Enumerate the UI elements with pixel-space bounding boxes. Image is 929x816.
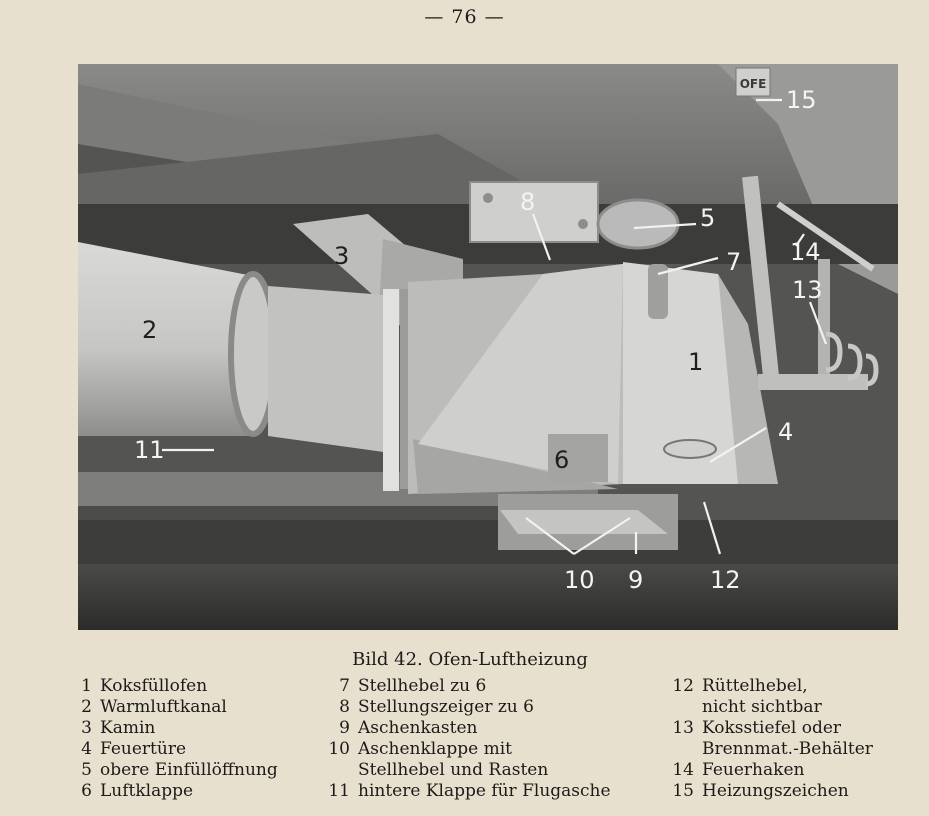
- legend-text: Luftklappe: [100, 781, 194, 801]
- legend-number: 2: [81, 697, 92, 717]
- legend-item: [322, 739, 611, 760]
- legend-number: 15: [672, 781, 694, 801]
- callout-9: 9: [628, 566, 644, 594]
- heating-sign-text: OFE: [739, 77, 767, 91]
- legend-text: Warmluftkanal: [100, 697, 227, 717]
- figure-caption: Bild 42. Ofen-Luftheizung: [352, 649, 588, 670]
- heater-photograph: [78, 64, 898, 630]
- page-number: — 76 —: [424, 6, 505, 28]
- legend-item: [668, 718, 873, 739]
- callout-6: 6: [554, 446, 570, 474]
- legend-item: [668, 697, 873, 718]
- callout-1: 1: [688, 348, 704, 376]
- legend-text: Feuertüre: [100, 739, 187, 759]
- legend-item: [668, 739, 873, 760]
- callout-3: 3: [334, 242, 350, 270]
- legend-number: [322, 760, 358, 781]
- legend-item: [668, 760, 873, 781]
- legend-text: Stellhebel zu 6: [358, 676, 487, 696]
- legend-text: Brennmat.-Behälter: [702, 739, 873, 759]
- legend-text: Heizungszeichen: [702, 781, 849, 801]
- heater-illustration: [78, 64, 898, 630]
- legend-number: 11: [328, 781, 350, 801]
- callout-14: 14: [790, 238, 821, 266]
- legend-item: [322, 760, 611, 781]
- legend-item: [668, 781, 873, 802]
- legend-item: [322, 697, 611, 718]
- legend-text: Koksfüllofen: [100, 676, 208, 696]
- legend-number: 3: [81, 718, 92, 738]
- legend-text: Stellungszeiger zu 6: [358, 697, 534, 717]
- legend-item: [76, 676, 278, 697]
- legend-item: [322, 676, 611, 697]
- legend-number: 10: [328, 739, 350, 759]
- legend-number: [668, 739, 702, 760]
- legend-number: [668, 697, 702, 718]
- legend-item: [76, 760, 278, 781]
- callout-12: 12: [710, 566, 741, 594]
- legend-column-2: [322, 676, 611, 802]
- legend-item: [322, 718, 611, 739]
- legend-number: 7: [339, 676, 350, 696]
- legend-text: obere Einfüllöffnung: [100, 760, 278, 780]
- legend-column-3: [668, 676, 873, 802]
- legend-item: [76, 718, 278, 739]
- legend-text: Stellhebel und Rasten: [358, 760, 549, 780]
- legend-text: Kamin: [100, 718, 156, 738]
- callout-13: 13: [792, 276, 823, 304]
- legend-text: Aschenkasten: [358, 718, 478, 738]
- legend-item: [76, 781, 278, 802]
- callout-7: 7: [726, 248, 742, 276]
- legend-text: Koksstiefel oder: [702, 718, 842, 738]
- legend-number: 1: [81, 676, 92, 696]
- legend-item: [322, 781, 611, 802]
- legend-number: 5: [81, 760, 92, 780]
- legend-number: 13: [672, 718, 694, 738]
- callout-2: 2: [142, 316, 158, 344]
- legend-number: 4: [81, 739, 92, 759]
- legend-number: 14: [672, 760, 694, 780]
- legend-text: hintere Klappe für Flugasche: [358, 781, 611, 801]
- legend-number: 9: [339, 718, 350, 738]
- legend-number: 12: [672, 676, 694, 696]
- callout-4: 4: [778, 418, 794, 446]
- legend-column-1: [76, 676, 278, 802]
- legend-text: Aschenklappe mit: [358, 739, 512, 759]
- legend-number: 6: [81, 781, 92, 801]
- callout-5: 5: [700, 204, 716, 232]
- legend-item: [668, 676, 873, 697]
- callout-8: 8: [520, 188, 536, 216]
- legend-text: Rüttelhebel,: [702, 676, 808, 696]
- legend-item: [76, 697, 278, 718]
- legend-text: nicht sichtbar: [702, 697, 822, 717]
- callout-15: 15: [786, 86, 817, 114]
- callout-11: 11: [134, 436, 165, 464]
- legend-number: 8: [339, 697, 350, 717]
- callout-10: 10: [564, 566, 595, 594]
- legend-text: Feuerhaken: [702, 760, 805, 780]
- legend-item: [76, 739, 278, 760]
